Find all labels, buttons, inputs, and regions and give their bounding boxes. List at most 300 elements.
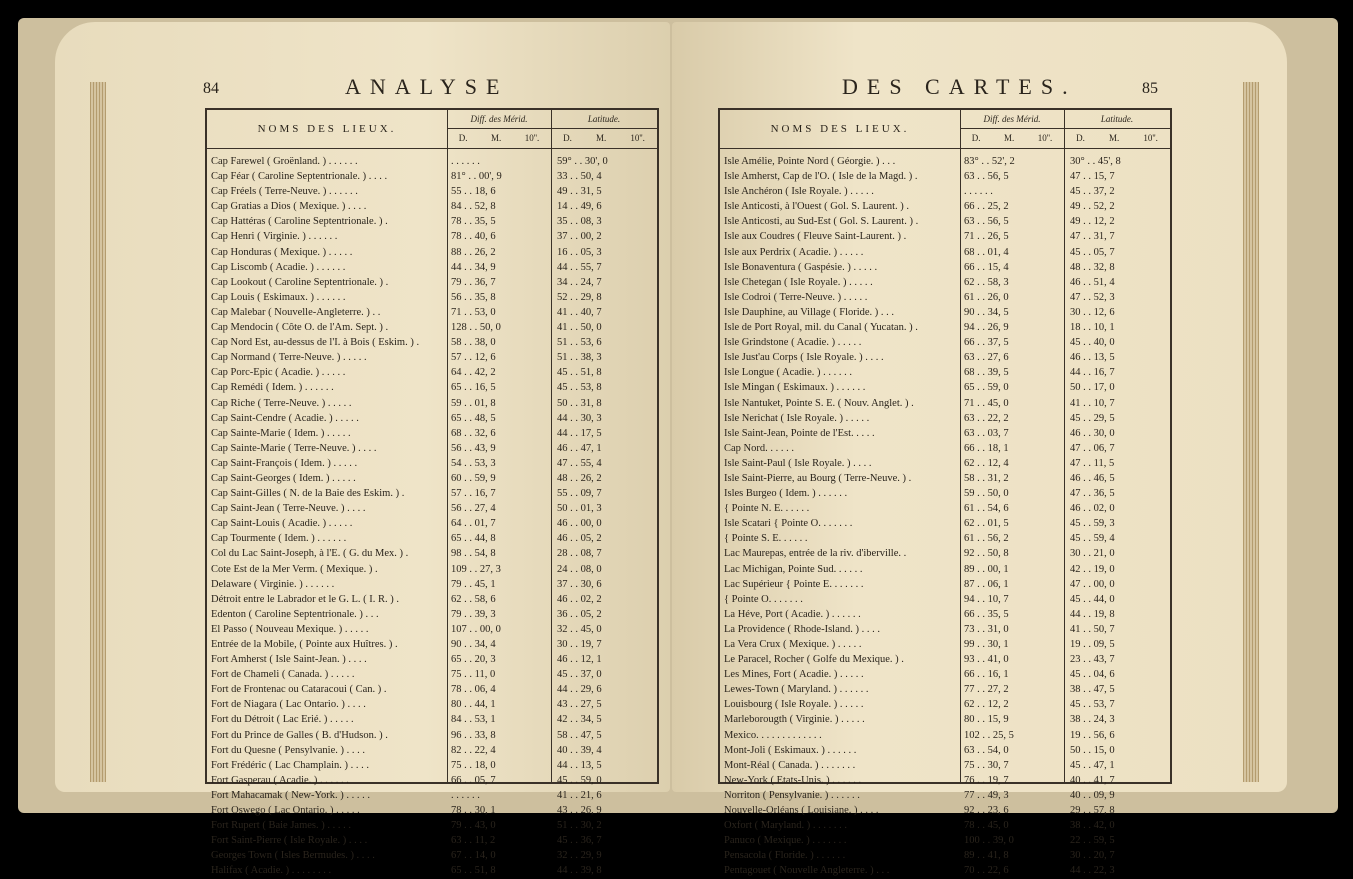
meridian-difference: 58 . . 31, 2 — [964, 472, 1009, 484]
meridian-difference: 98 . . 54, 8 — [451, 548, 496, 560]
table-row — [724, 728, 1168, 743]
meridian-difference: 77 . . 49, 3 — [964, 789, 1009, 801]
table-row — [724, 169, 1168, 184]
table-frame-left — [205, 108, 659, 877]
place-name: Isle Bonaventura ( Gaspésie. ) . . . . . — [724, 261, 878, 273]
sub-header-s: 10''. — [524, 133, 540, 143]
meridian-difference: 66 . . 16, 1 — [964, 669, 1009, 681]
latitude-value: 51 . . 30, 2 — [557, 820, 602, 832]
latitude-value: 52 . . 29, 8 — [557, 291, 602, 303]
place-name: Isle Amherst, Cap de l'O. ( Isle de la Magd. ) . — [724, 171, 918, 183]
table-row — [724, 667, 1168, 682]
meridian-difference: 92 . . 50, 8 — [964, 548, 1009, 560]
table-row — [724, 426, 1168, 441]
place-name: Cap Nord. . . . . . — [724, 442, 794, 454]
column-header-latitude: Latitude. — [1064, 110, 1170, 129]
table-row — [724, 380, 1168, 395]
meridian-difference: 63 . . 54, 0 — [964, 744, 1009, 756]
place-name: Pentagouet ( Nouvelle Angleterre. ) . . . — [724, 865, 890, 877]
place-name: Cap Sainte-Marie ( Idem. ) . . . . . — [211, 427, 351, 439]
meridian-difference: 87 . . 06, 1 — [964, 578, 1009, 590]
meridian-difference: 68 . . 39, 5 — [964, 367, 1009, 379]
place-name: Fort de Niagara ( Lac Ontario. ) . . . . — [211, 699, 366, 711]
latitude-value: 47 . . 55, 4 — [557, 457, 602, 469]
table-row — [724, 365, 1168, 380]
table-row — [211, 712, 655, 727]
meridian-difference: 88 . . 26, 2 — [451, 246, 496, 258]
place-name: Pensacola ( Floride. ) . . . . . . — [724, 850, 846, 862]
latitude-value: 51 . . 53, 6 — [557, 337, 602, 349]
left-page — [55, 22, 670, 877]
place-name: Isle Codroi ( Terre-Neuve. ) . . . . . — [724, 291, 868, 303]
latitude-value: 30 . . 20, 7 — [1070, 850, 1115, 862]
column-group-latitude — [551, 110, 657, 148]
latitude-value: 38 . . 42, 0 — [1070, 820, 1115, 832]
latitude-value: 47 . . 00, 0 — [1070, 578, 1115, 590]
latitude-value: 58 . . 47, 5 — [557, 729, 602, 741]
place-name: Isle aux Perdrix ( Acadie. ) . . . . . — [724, 246, 864, 258]
latitude-value: 44 . . 22, 3 — [1070, 865, 1115, 877]
meridian-difference: 44 . . 34, 9 — [451, 261, 496, 273]
meridian-difference: 71 . . 45, 0 — [964, 397, 1009, 409]
place-name: Cap Saint-Louis ( Acadie. ) . . . . . — [211, 518, 353, 530]
meridian-difference: 93 . . 41, 0 — [964, 654, 1009, 666]
table-row — [211, 456, 655, 471]
column-group-latitude — [1064, 110, 1170, 148]
table-row — [211, 245, 655, 260]
meridian-difference: 81° . . 00', 9 — [451, 171, 502, 183]
place-name: Panuco ( Mexique. ) . . . . . . . — [724, 835, 847, 847]
table-row — [724, 229, 1168, 244]
place-name: Fort Frédéric ( Lac Champlain. ) . . . . — [211, 759, 370, 771]
place-name: Mont-Réal ( Canada. ) . . . . . . . — [724, 759, 856, 771]
place-name: Edenton ( Caroline Septentrionale. ) . . . — [211, 608, 379, 620]
place-name: Fort Amherst ( Isle Saint-Jean. ) . . . . — [211, 654, 367, 666]
meridian-difference: 84 . . 52, 8 — [451, 201, 496, 213]
latitude-value: 33 . . 50, 4 — [557, 171, 602, 183]
place-name: Détroit entre le Labrador et le G. L. ( I. R. ) . — [211, 593, 400, 605]
latitude-value: 47 . . 11, 5 — [1070, 457, 1115, 469]
place-name: Fort du Prince de Galles ( B. d'Hudson. ) . — [211, 729, 388, 741]
place-name: { Pointe O. . . . . . . — [724, 593, 803, 605]
table-row — [724, 607, 1168, 622]
place-name: Fort Rupert ( Baie James. ) . . . . . — [211, 820, 351, 832]
table-row — [724, 682, 1168, 697]
table-row — [724, 199, 1168, 214]
latitude-value: 48 . . 26, 2 — [557, 472, 602, 484]
latitude-value: 47 . . 15, 7 — [1070, 171, 1115, 183]
place-name: Marleborougth ( Virginie. ) . . . . . — [724, 714, 865, 726]
table-row — [724, 335, 1168, 350]
running-head-right: DES CARTES. — [842, 74, 1077, 99]
place-name: Cap Nord Est, au-dessus de l'I. à Bois ( Eskim. ) . — [211, 337, 420, 349]
meridian-difference: 64 . . 42, 2 — [451, 367, 496, 379]
place-name: Cap Tourmente ( Idem. ) . . . . . . — [211, 533, 347, 545]
latitude-value: 42 . . 19, 0 — [1070, 563, 1115, 575]
latitude-value: 40 . . 41, 7 — [1070, 774, 1115, 786]
place-name: Fort du Détroit ( Lac Erié. ) . . . . . — [211, 714, 354, 726]
latitude-value: 46 . . 51, 4 — [1070, 276, 1115, 288]
latitude-value: 45 . . 53, 8 — [557, 382, 602, 394]
table-row — [211, 214, 655, 229]
table-row — [724, 154, 1168, 169]
meridian-difference: 63 . . 56, 5 — [964, 216, 1009, 228]
meridian-difference: . . . . . . — [451, 789, 480, 801]
table-row — [724, 773, 1168, 788]
latitude-value: 45 . . 53, 7 — [1070, 699, 1115, 711]
place-name: Isle Anticosti, à l'Ouest ( Gol. S. Laurent. ) . — [724, 201, 910, 213]
place-name: Cap Lookout ( Caroline Septentrionale. ) . — [211, 276, 389, 288]
meridian-difference: 62 . . 58, 6 — [451, 593, 496, 605]
place-name: La Vera Crux ( Mexique. ) . . . . . — [724, 639, 862, 650]
table-row — [724, 637, 1168, 652]
table-row — [211, 229, 655, 244]
meridian-difference: 90 . . 34, 5 — [964, 306, 1009, 318]
table-row — [211, 320, 655, 335]
table-row — [724, 305, 1168, 320]
latitude-value: 38 . . 24, 3 — [1070, 714, 1115, 726]
column-group-meridien — [960, 110, 1065, 148]
table-row — [211, 743, 655, 758]
meridian-difference: 90 . . 34, 4 — [451, 639, 496, 650]
meridian-difference: 80 . . 15, 9 — [964, 714, 1009, 726]
place-name: Lac Supérieur { Pointe E. . . . . . . — [724, 578, 864, 590]
place-name: New-York ( Etats-Unis. ) . . . . . . — [724, 774, 862, 786]
table-row — [211, 154, 655, 169]
place-name: Fort de Chameli ( Canada. ) . . . . . — [211, 669, 355, 681]
place-name: Cap Honduras ( Mexique. ) . . . . . — [211, 246, 353, 258]
place-name: Isles Burgeo ( Idem. ) . . . . . . — [724, 488, 848, 500]
meridian-difference: 65 . . 16, 5 — [451, 382, 496, 394]
latitude-value: 45 . . 05, 7 — [1070, 246, 1115, 258]
page-edges-left — [90, 82, 106, 782]
latitude-value: 41 . . 10, 7 — [1070, 397, 1115, 409]
table-row — [211, 607, 655, 622]
meridian-difference: 89 . . 41, 8 — [964, 850, 1009, 862]
table-row — [211, 531, 655, 546]
meridian-difference: 75 . . 30, 7 — [964, 759, 1009, 771]
meridian-difference: 61 . . 26, 0 — [964, 291, 1009, 303]
meridian-difference: 89 . . 00, 1 — [964, 563, 1009, 575]
meridian-difference: 71 . . 26, 5 — [964, 231, 1009, 243]
table-row — [211, 833, 655, 848]
column-group-meridien — [447, 110, 552, 148]
meridian-difference: 107 . . 00, 0 — [451, 623, 501, 635]
column-header-name: NOMS DES LIEUX. — [720, 110, 961, 148]
table-row — [211, 501, 655, 516]
table-row — [724, 471, 1168, 486]
latitude-value: 48 . . 32, 8 — [1070, 261, 1115, 273]
running-head-left: ANALYSE — [345, 74, 509, 99]
place-name: Cap Saint-François ( Idem. ) . . . . . — [211, 457, 358, 469]
meridian-difference: 65 . . 48, 5 — [451, 412, 496, 424]
column-header-meridien: Diff. des Mérid. — [447, 110, 551, 129]
table-row — [211, 562, 655, 577]
place-name: Le Paracel, Rocher ( Golfe du Mexique. ) . — [724, 654, 904, 666]
table-row — [211, 803, 655, 818]
latitude-value: 19 . . 09, 5 — [1070, 639, 1115, 650]
table-row — [724, 441, 1168, 456]
latitude-value: 14 . . 49, 6 — [557, 201, 602, 213]
table-row — [211, 350, 655, 365]
meridian-difference: 63 . . 11, 2 — [451, 835, 496, 847]
latitude-value: 47 . . 52, 3 — [1070, 291, 1115, 303]
meridian-difference: 78 . . 40, 6 — [451, 231, 496, 243]
latitude-value: 45 . . 59, 3 — [1070, 518, 1115, 530]
sub-header-d: D. — [563, 133, 572, 143]
latitude-value: 30° . . 45', 8 — [1070, 156, 1121, 167]
table-row — [724, 501, 1168, 516]
latitude-value: 46 . . 12, 1 — [557, 654, 602, 666]
table-row — [724, 184, 1168, 199]
place-name: Cap Saint-Cendre ( Acadie. ) . . . . . — [211, 412, 359, 424]
place-name: Cap Malebar ( Nouvelle-Angleterre. ) . . — [211, 306, 381, 318]
meridian-difference: 58 . . 38, 0 — [451, 337, 496, 349]
table-row — [211, 637, 655, 652]
latitude-value: 40 . . 09, 9 — [1070, 789, 1115, 801]
latitude-value: 59° . . 30', 0 — [557, 156, 608, 167]
place-name: Isle Anticosti, au Sud-Est ( Gol. S. Laurent. ) . — [724, 216, 919, 228]
place-name: Isle Nerichat ( Isle Royale. ) . . . . . — [724, 412, 870, 424]
table-body-left — [211, 154, 655, 879]
table-row — [724, 848, 1168, 863]
page-edges-right — [1243, 82, 1259, 782]
place-name: Cap Gratias a Dios ( Mexique. ) . . . . — [211, 201, 367, 213]
meridian-difference: 100 . . 39, 0 — [964, 835, 1014, 847]
meridian-difference: 73 . . 31, 0 — [964, 623, 1009, 635]
table-row — [211, 275, 655, 290]
meridian-difference: 78 . . 30, 1 — [451, 805, 496, 817]
place-name: Cap Riche ( Terre-Neuve. ) . . . . . — [211, 397, 352, 409]
table-row — [724, 320, 1168, 335]
place-name: Lac Maurepas, entrée de la riv. d'iberville. . — [724, 548, 907, 560]
place-name: Isle de Port Royal, mil. du Canal ( Yucatan. ) . — [724, 322, 918, 334]
latitude-value: 30 . . 19, 7 — [557, 639, 602, 650]
latitude-value: 50 . . 17, 0 — [1070, 382, 1115, 394]
table-row — [724, 803, 1168, 818]
latitude-value: 42 . . 34, 5 — [557, 714, 602, 726]
meridian-difference: 55 . . 18, 6 — [451, 186, 496, 198]
latitude-value: 22 . . 59, 5 — [1070, 835, 1115, 847]
latitude-value: 45 . . 51, 8 — [557, 367, 602, 379]
meridian-difference: 78 . . 35, 5 — [451, 216, 496, 228]
meridian-difference: 77 . . 27, 2 — [964, 684, 1009, 696]
latitude-value: 34 . . 24, 7 — [557, 276, 602, 288]
place-name: Fort Gasperau ( Acadie. ) . . . . . . — [211, 774, 349, 786]
latitude-value: 50 . . 31, 8 — [557, 397, 602, 409]
latitude-value: 50 . . 01, 3 — [557, 503, 602, 515]
meridian-difference: 94 . . 26, 9 — [964, 322, 1009, 334]
table-row — [724, 652, 1168, 667]
table-row — [724, 788, 1168, 803]
place-name: Fort Saint-Pierre ( Isle Royale. ) . . . . — [211, 835, 368, 847]
table-row — [211, 773, 655, 788]
table-row — [211, 441, 655, 456]
table-row — [211, 622, 655, 637]
place-name: Isle Saint-Jean, Pointe de l'Est. . . . . — [724, 427, 875, 439]
meridian-difference: 92 . . 23, 6 — [964, 805, 1009, 817]
table-row — [724, 592, 1168, 607]
place-name: Lewes-Town ( Maryland. ) . . . . . . — [724, 684, 869, 696]
place-name: La Providence ( Rhode-Island. ) . . . . — [724, 623, 880, 635]
table-row — [211, 365, 655, 380]
meridian-difference: 66 . . 18, 1 — [964, 442, 1009, 454]
place-name: Norriton ( Pensylvanie. ) . . . . . . — [724, 789, 860, 801]
table-row — [211, 411, 655, 426]
latitude-value: 44 . . 29, 6 — [557, 684, 602, 696]
meridian-difference: 96 . . 33, 8 — [451, 729, 496, 741]
place-name: Mexico. . . . . . . . . . . . . — [724, 729, 822, 741]
place-name: Nouvelle-Orléans ( Louisiane. ) . . . . — [724, 805, 879, 817]
place-name: Entrée de la Mobile, ( Pointe aux Huîtres. ) . — [211, 639, 398, 650]
table-row — [724, 712, 1168, 727]
table-row — [724, 290, 1168, 305]
meridian-difference: 79 . . 39, 3 — [451, 608, 496, 620]
table-row — [724, 697, 1168, 712]
latitude-value: 41 . . 40, 7 — [557, 306, 602, 318]
place-name: Cap Louis ( Eskimaux. ) . . . . . . — [211, 291, 346, 303]
latitude-value: 44 . . 16, 7 — [1070, 367, 1115, 379]
latitude-value: 46 . . 46, 5 — [1070, 472, 1115, 484]
meridian-difference: 56 . . 27, 4 — [451, 503, 496, 515]
page-number-right: 85 — [1142, 80, 1158, 97]
column-header-latitude: Latitude. — [551, 110, 657, 129]
meridian-difference: 102 . . 25, 5 — [964, 729, 1014, 741]
meridian-difference: 62 . . 58, 3 — [964, 276, 1009, 288]
place-name: Cap Porc-Epic ( Acadie. ) . . . . . — [211, 367, 346, 379]
table-row — [724, 516, 1168, 531]
sub-header-m: M. — [490, 133, 502, 143]
place-name: Isle Saint-Paul ( Isle Royale. ) . . . . — [724, 457, 872, 469]
table-row — [724, 546, 1168, 561]
latitude-value: 46 . . 13, 5 — [1070, 352, 1115, 364]
place-name: { Pointe N. E. . . . . . — [724, 503, 810, 515]
table-row — [724, 214, 1168, 229]
meridian-difference: 76 . . 19, 7 — [964, 774, 1009, 786]
sub-header-d: D. — [971, 133, 981, 143]
latitude-value: 40 . . 39, 4 — [557, 744, 602, 756]
latitude-value: 46 . . 00, 0 — [557, 518, 602, 530]
place-name: Fort Oswego ( Lac Ontario. ) . . . . . — [211, 805, 360, 817]
place-name: Georges Town ( Isles Bermudes. ) . . . . — [211, 850, 375, 862]
meridian-difference: 128 . . 50, 0 — [451, 322, 501, 334]
latitude-value: 47 . . 06, 7 — [1070, 442, 1115, 454]
meridian-difference: 78 . . 06, 4 — [451, 684, 496, 696]
meridian-difference: 62 . . 12, 2 — [964, 699, 1009, 711]
latitude-value: 41 . . 21, 6 — [557, 789, 602, 801]
table-row — [724, 486, 1168, 501]
meridian-difference: 61 . . 56, 2 — [964, 533, 1009, 545]
table-row — [724, 350, 1168, 365]
place-name: Isle Saint-Pierre, au Bourg ( Terre-Neuve. ) . — [724, 472, 912, 484]
meridian-difference: 79 . . 45, 1 — [451, 578, 496, 590]
meridian-difference: 109 . . 27, 3 — [451, 563, 501, 575]
latitude-value: 35 . . 08, 3 — [557, 216, 602, 228]
latitude-value: 44 . . 13, 5 — [557, 759, 602, 771]
latitude-value: 30 . . 12, 6 — [1070, 306, 1115, 318]
meridian-difference: 68 . . 32, 6 — [451, 427, 496, 439]
latitude-value: 46 . . 47, 1 — [557, 442, 602, 454]
meridian-difference: 65 . . 20, 3 — [451, 654, 496, 666]
latitude-value: 47 . . 36, 5 — [1070, 488, 1115, 500]
table-row — [724, 562, 1168, 577]
latitude-value: 41 . . 50, 0 — [557, 322, 602, 334]
latitude-value: 45 . . 37, 2 — [1070, 186, 1115, 198]
table-row — [211, 848, 655, 863]
table-row — [211, 652, 655, 667]
meridian-difference: 83° . . 52', 2 — [964, 156, 1015, 167]
table-row — [211, 426, 655, 441]
place-name: Cap Féar ( Caroline Septentrionale. ) . . . . — [211, 171, 388, 183]
meridian-difference: . . . . . . — [451, 156, 480, 167]
table-row — [724, 743, 1168, 758]
latitude-value: 46 . . 05, 2 — [557, 533, 602, 545]
latitude-value: 51 . . 38, 3 — [557, 352, 602, 364]
latitude-value: 45 . . 59, 0 — [557, 774, 602, 786]
meridian-difference: 63 . . 03, 7 — [964, 427, 1009, 439]
place-name: Cap Normand ( Terre-Neuve. ) . . . . . — [211, 352, 367, 364]
table-row — [724, 577, 1168, 592]
table-header — [720, 110, 1170, 149]
place-name: Cote Est de la Mer Verm. ( Mexique. ) . — [211, 563, 378, 575]
latitude-value: 46 . . 30, 0 — [1070, 427, 1115, 439]
latitude-value: 28 . . 08, 7 — [557, 548, 602, 560]
place-name: Isle Mingan ( Eskimaux. ) . . . . . . — [724, 382, 866, 394]
meridian-difference: 66 . . 05, 7 — [451, 774, 496, 786]
table-row — [211, 758, 655, 773]
meridian-difference: 64 . . 01, 7 — [451, 518, 496, 530]
meridian-difference: 60 . . 59, 9 — [451, 472, 496, 484]
latitude-value: 44 . . 19, 8 — [1070, 608, 1115, 620]
meridian-difference: 65 . . 59, 0 — [964, 382, 1009, 394]
meridian-difference: 78 . . 45, 0 — [964, 820, 1009, 832]
place-name: Fort de Frontenac ou Cataracoui ( Can. ) . — [211, 684, 387, 696]
table-row — [211, 199, 655, 214]
latitude-value: 29 . . 57, 8 — [1070, 805, 1115, 817]
place-name: Louisbourg ( Isle Royale. ) . . . . . — [724, 699, 864, 711]
table-row — [211, 486, 655, 501]
latitude-value: 45 . . 47, 1 — [1070, 759, 1115, 771]
sub-header-m: M. — [1108, 133, 1120, 143]
sub-header-m: M. — [1003, 133, 1015, 143]
latitude-value: 23 . . 43, 7 — [1070, 654, 1115, 666]
meridian-difference: 99 . . 30, 1 — [964, 639, 1009, 650]
place-name: Les Mines, Fort ( Acadie. ) . . . . . — [724, 669, 864, 681]
latitude-value: 46 . . 02, 0 — [1070, 503, 1115, 515]
latitude-value: 45 . . 44, 0 — [1070, 593, 1115, 605]
meridian-difference: 57 . . 16, 7 — [451, 488, 496, 500]
page-number-left: 84 — [203, 80, 219, 97]
latitude-value: 45 . . 04, 6 — [1070, 669, 1115, 681]
latitude-value: 32 . . 45, 0 — [557, 623, 602, 635]
table-frame-right — [718, 108, 1172, 877]
place-name: El Passo ( Nouveau Mexique. ) . . . . . — [211, 623, 369, 635]
place-name: Isle Chetegan ( Isle Royale. ) . . . . . — [724, 276, 873, 288]
table-row — [211, 728, 655, 743]
table-row — [211, 546, 655, 561]
meridian-difference: 66 . . 15, 4 — [964, 261, 1009, 273]
place-name: Isle aux Coudres ( Fleuve Saint-Laurent. ) . — [724, 231, 907, 243]
latitude-value: 50 . . 15, 0 — [1070, 744, 1115, 756]
table-row — [724, 863, 1168, 878]
table-row — [724, 411, 1168, 426]
table-row — [211, 592, 655, 607]
latitude-value: 45 . . 29, 5 — [1070, 412, 1115, 424]
latitude-value: 55 . . 09, 7 — [557, 488, 602, 500]
place-name: Cap Fréels ( Terre-Neuve. ) . . . . . . — [211, 186, 358, 198]
latitude-value: 30 . . 21, 0 — [1070, 548, 1115, 560]
latitude-value: 18 . . 10, 1 — [1070, 322, 1115, 334]
